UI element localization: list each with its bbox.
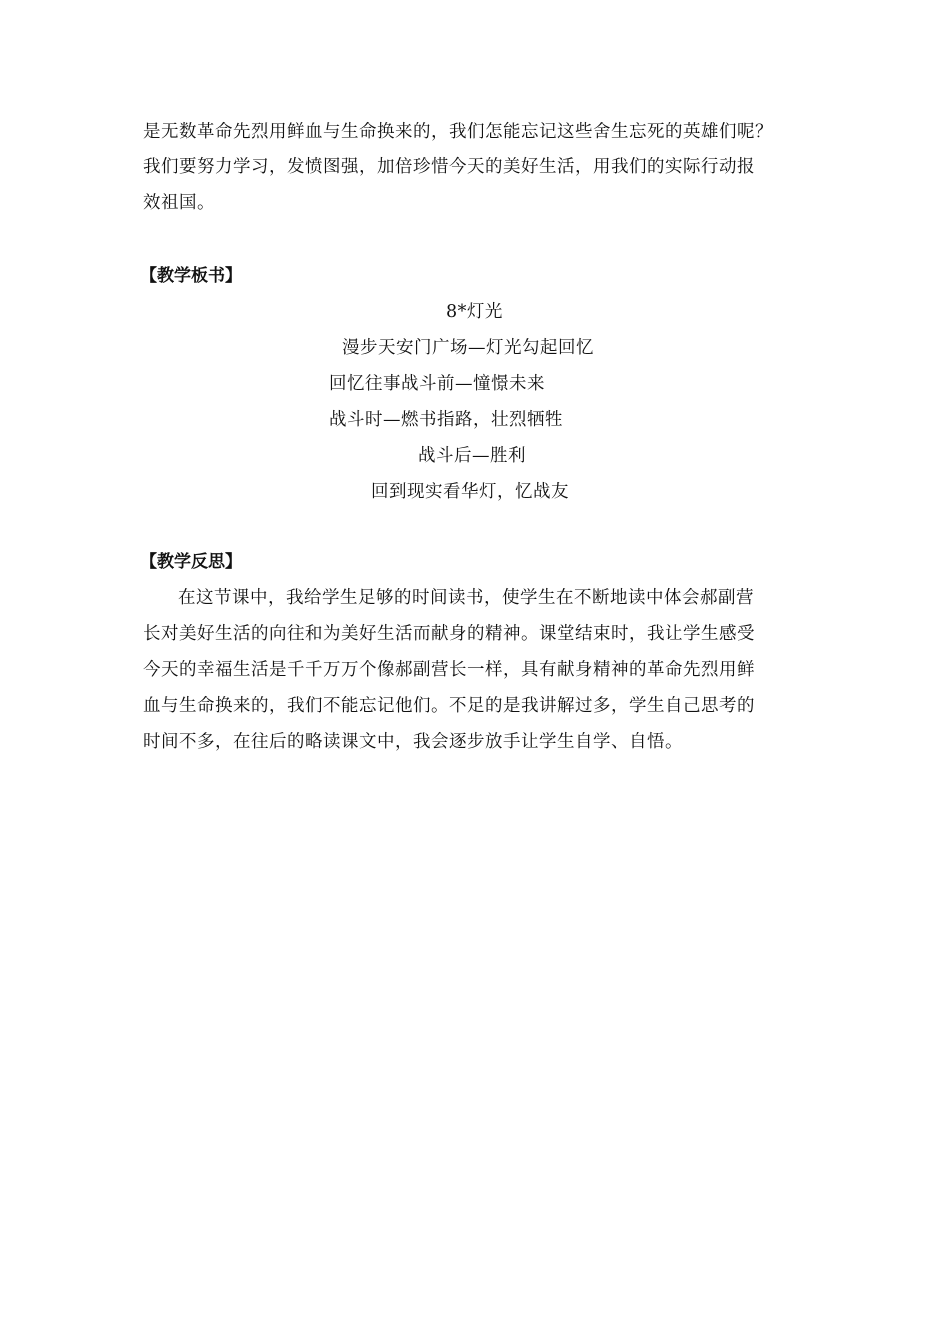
intro-line-1: 是无数革命先烈用鲜血与生命换来的，我们怎能忘记这些舍生忘死的英雄们呢？ [143,122,773,142]
intro-line-2: 我们要努力学习，发愤图强，加倍珍惜今天的美好生活，用我们的实际行动报 [143,157,755,177]
reflection-line-5: 时间不多，在往后的略读课文中，我会逐步放手让学生自学、自悟。 [143,732,683,752]
reflection-heading: 【教学反思】 [140,552,242,572]
reflection-line-4: 血与生命换来的，我们不能忘记他们。不足的是我讲解过多，学生自己思考的 [143,696,755,716]
board-line-5: 回到现实看华灯，忆战友 [371,482,569,502]
board-line-3: 战斗时—燃书指路，壮烈牺牲 [329,410,563,430]
board-line-1: 漫步天安门广场—灯光勾起回忆 [342,338,594,358]
board-title: 8*灯光 [446,302,503,322]
board-line-4: 战斗后—胜利 [418,446,526,466]
board-heading: 【教学板书】 [140,266,242,286]
reflection-line-1: 在这节课中，我给学生足够的时间读书，使学生在不断地读中体会郝副营 [160,588,754,608]
intro-line-3: 效祖国。 [143,193,215,213]
reflection-line-3: 今天的幸福生活是千千万万个像郝副营长一样，具有献身精神的革命先烈用鲜 [143,660,755,680]
board-line-2: 回忆往事战斗前—憧憬未来 [329,374,545,394]
reflection-line-2: 长对美好生活的向往和为美好生活而献身的精神。课堂结束时，我让学生感受 [143,624,755,644]
